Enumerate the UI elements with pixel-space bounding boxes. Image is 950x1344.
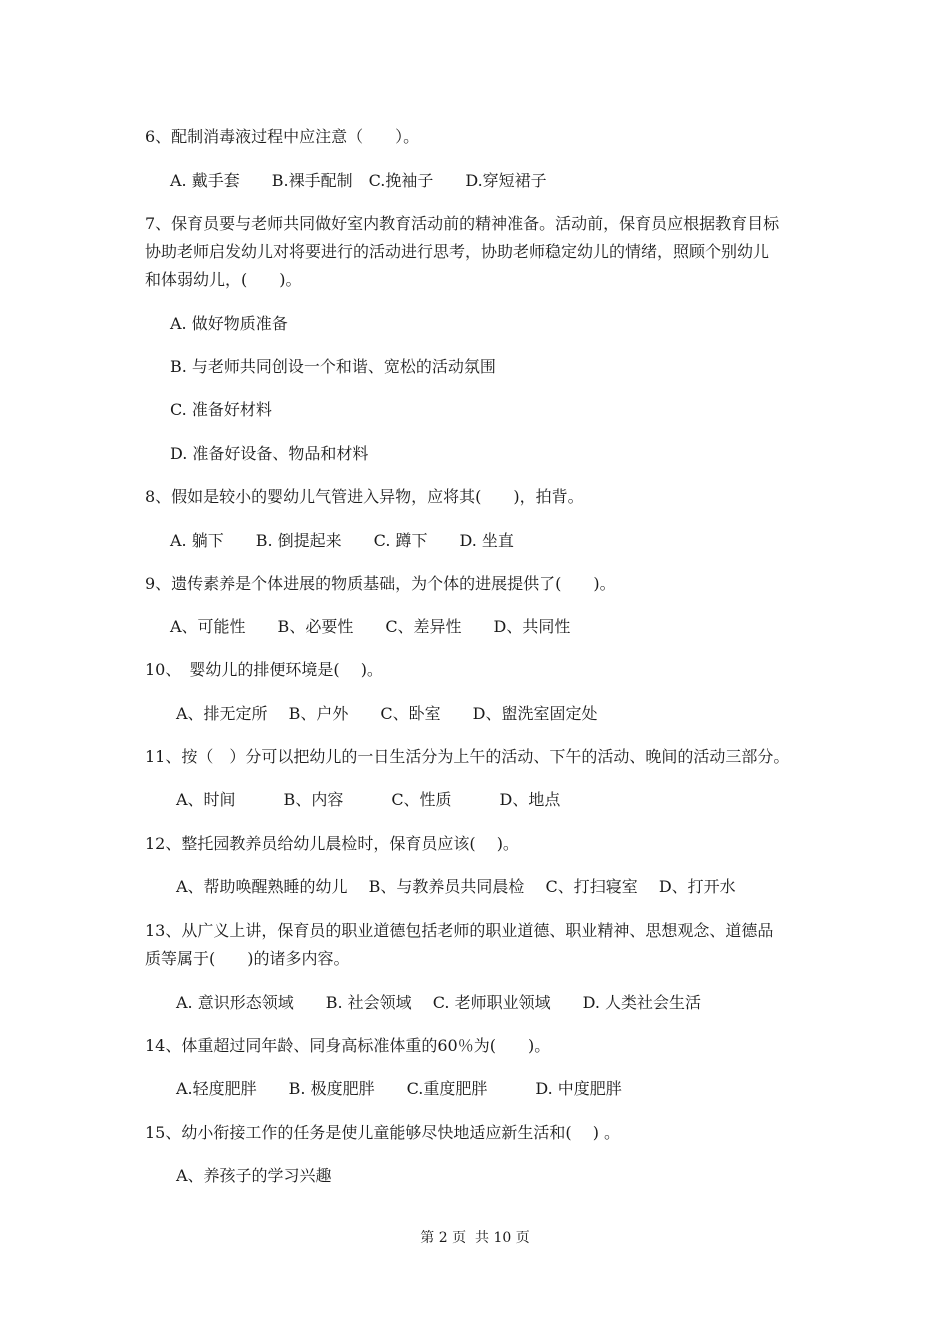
question-14-stem: 14、体重超过同年龄、同身高标准体重的60％为( )。 <box>145 1036 551 1055</box>
question-10-stem: 10、 婴幼儿的排便环境是( )。 <box>145 660 383 679</box>
question-7-stem-line-2: 协助老师启发幼儿对将要进行的活动进行思考，协助老师稳定幼儿的情绪，照顾个别幼儿 <box>145 242 770 261</box>
question-7-stem-line-3: 和体弱幼儿，( )。 <box>145 270 302 289</box>
question-15-stem: 15、幼小衔接工作的任务是使儿童能够尽快地适应新生活和( ) 。 <box>145 1123 621 1142</box>
question-11-options: A、时间 B、内容 C、性质 D、地点 <box>176 790 561 809</box>
question-14-options: A.轻度肥胖 B. 极度肥胖 C.重度肥胖 D. 中度肥胖 <box>176 1079 622 1098</box>
question-7-option-d: D. 准备好设备、物品和材料 <box>170 444 369 463</box>
question-6-stem: 6、配制消毒液过程中应注意（ ）。 <box>145 127 420 146</box>
question-10-options: A、排无定所 B、户外 C、卧室 D、盥洗室固定处 <box>176 704 598 723</box>
question-9-stem: 9、遗传素养是个体进展的物质基础，为个体的进展提供了( )。 <box>145 574 616 593</box>
question-15-option-a: A、养孩子的学习兴趣 <box>176 1166 332 1185</box>
question-13-stem-line-1: 13、从广义上讲，保育员的职业道德包括老师的职业道德、职业精神、思想观念、道德品 <box>145 921 774 940</box>
question-7-option-c: C. 准备好材料 <box>170 400 272 419</box>
question-8-stem: 8、假如是较小的婴幼儿气管进入异物，应将其( )，拍背。 <box>145 487 584 506</box>
question-9-options: A、可能性 B、必要性 C、差异性 D、共同性 <box>170 617 571 636</box>
question-7-option-b: B. 与老师共同创设一个和谐、宽松的活动氛围 <box>170 357 496 376</box>
question-7-option-a: A. 做好物质准备 <box>170 314 288 333</box>
question-12-stem: 12、整托园教养员给幼儿晨检时，保育员应该( )。 <box>145 834 519 853</box>
question-6-options: A. 戴手套 B.裸手配制 C.挽袖子 D.穿短裙子 <box>170 171 547 190</box>
page-number-footer: 第 2 页 共 10 页 <box>420 1230 530 1246</box>
question-12-options: A、帮助唤醒熟睡的幼儿 B、与教养员共同晨检 C、打扫寝室 D、打开水 <box>176 877 736 896</box>
question-13-options: A. 意识形态领域 B. 社会领域 C. 老师职业领域 D. 人类社会生活 <box>176 993 702 1012</box>
question-13-stem-line-2: 质等属于( )的诸多内容。 <box>145 949 350 968</box>
question-7-stem-line-1: 7、保育员要与老师共同做好室内教育活动前的精神准备。活动前，保育员应根据教育目标 <box>145 214 780 233</box>
question-8-options: A. 躺下 B. 倒提起来 C. 蹲下 D. 坐直 <box>170 531 514 550</box>
question-11-stem: 11、按（ ）分可以把幼儿的一日生活分为上午的活动、下午的活动、晚间的活动三部分。 <box>145 747 790 766</box>
